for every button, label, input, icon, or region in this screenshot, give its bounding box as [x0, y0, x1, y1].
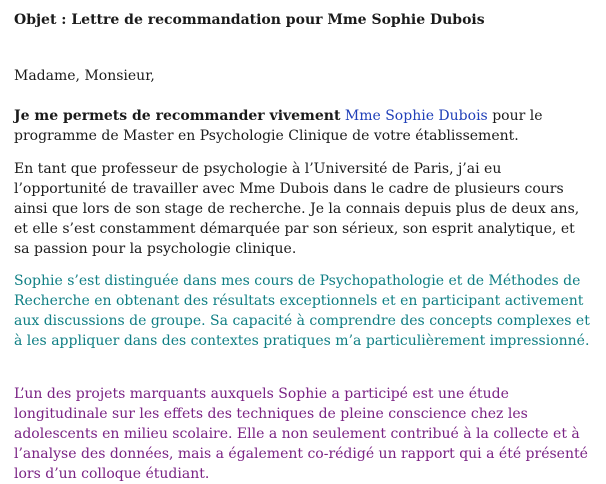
letter-greeting: Madame, Monsieur, [14, 68, 155, 84]
paragraph-research-project: L’un des projets marquants auxquels Sophie a participé est une étude longitudinale sur les effets des techniques de pleine conscience chez les adolescents en milieu scolaire. Elle a non seulement contribué à la collecte et à l’analyse des données, mais a également co-rédigé un rapport qui a été présenté lors d’un colloque étudiant. [14, 386, 588, 482]
intro-rest: pour le programme de Master en Psychologie Clinique de votre établissement. [14, 108, 543, 144]
letter [14, 10, 594, 482]
paragraph-context: En tant que professeur de psychologie à l’Université de Paris, j’ai eu l’opportunité de travailler avec Mme Dubois dans le cadre de plusieurs cours ainsi que lors de son stage de recherche. Je la connais depuis plus de deux ans, et elle s’est constamment démarquée par son sérieux, son esprit analytique, et sa passion pour la psychologie clinique. [14, 161, 580, 257]
paragraph-introduction [14, 106, 590, 146]
candidate-name: Mme Sophie Dubois [344, 108, 488, 124]
paragraph-academic-performance: Sophie s’est distinguée dans mes cours de Psychopathologie et de Méthodes de Recherche en obtenant des résultats exceptionnels et en participant activement aux discussions de groupe. Sa capacité à comprendre des concepts complexes et à les appliquer dans des contextes pratiques m’a particulièrement impressionné. [14, 273, 590, 349]
letter-subject: Objet : Lettre de recommandation pour Mme Sophie Dubois [14, 12, 485, 28]
intro-bold-lead: Je me permets de recommander vivement [14, 108, 341, 124]
